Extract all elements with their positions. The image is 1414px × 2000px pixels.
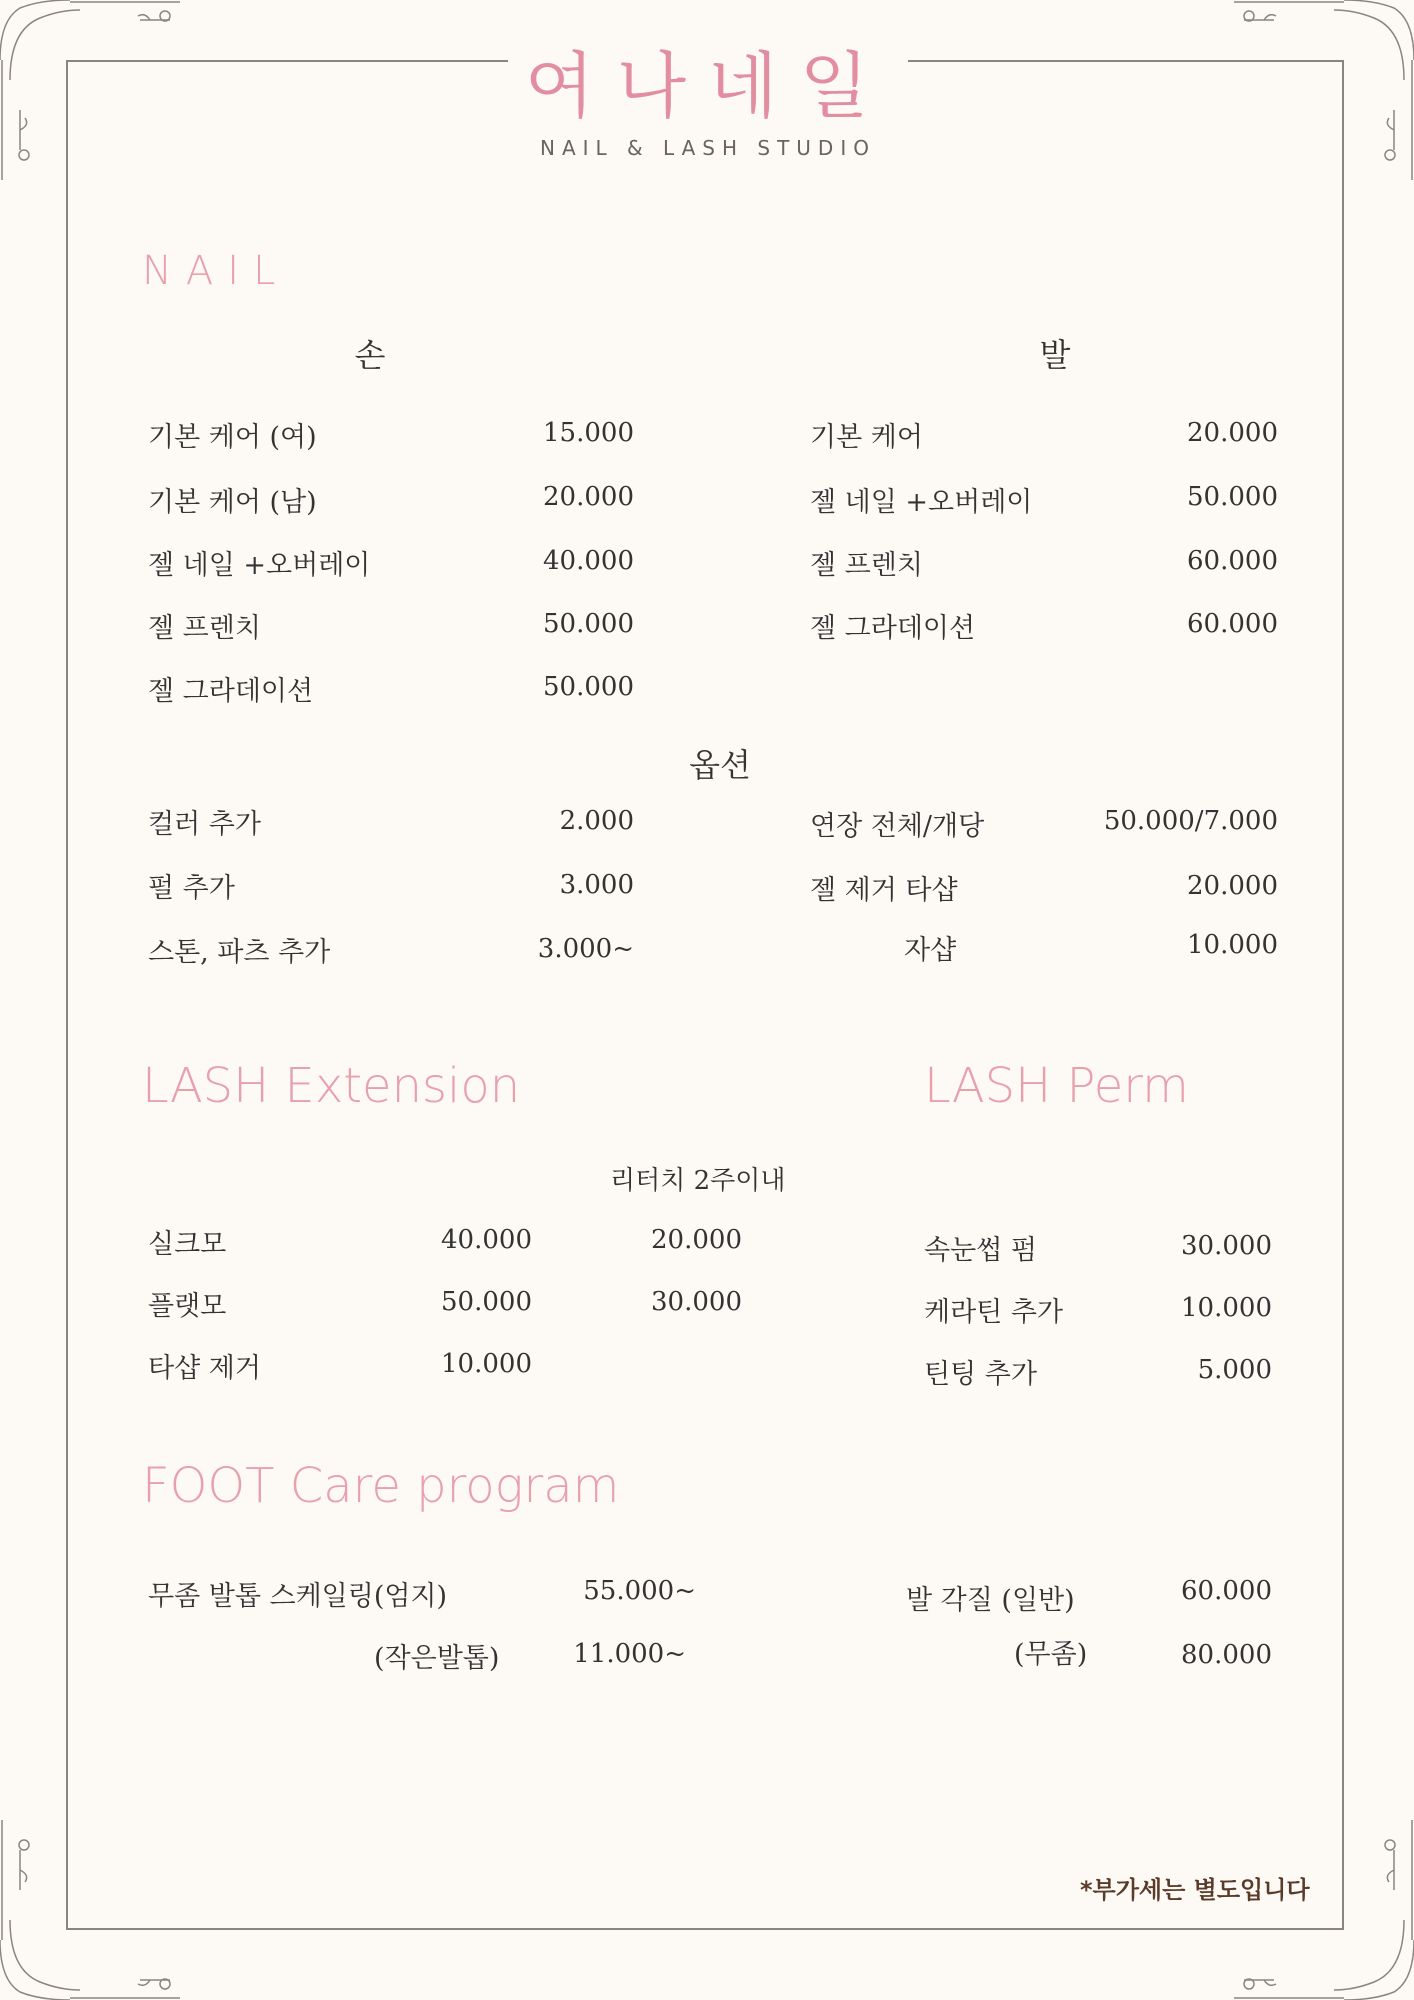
hand-item-name: 젤 프렌치	[148, 613, 261, 644]
hand-item-name: 기본 케어 (남)	[148, 487, 317, 518]
foot-item-name: 젤 그라데이션	[810, 613, 976, 644]
perm-item-price: 10.000	[1181, 1293, 1272, 1323]
hand-item-name: 젤 그라데이션	[148, 676, 314, 707]
hand-heading: 손	[354, 336, 386, 374]
foot-care-item-price: 80.000	[1181, 1640, 1272, 1670]
foot-care-item-price: 55.000~	[583, 1576, 696, 1606]
foot-item-name: 기본 케어	[810, 422, 923, 453]
option-item-name: 펄 추가	[148, 873, 235, 904]
foot-care-item-name: 발 각질 (일반)	[906, 1585, 1075, 1616]
foot-care-item-name: (무좀)	[1014, 1639, 1088, 1670]
foot-heading: 발	[1039, 336, 1071, 374]
hand-item-name: 젤 네일 +오버레이	[148, 550, 371, 581]
option-item-name: 자샵	[904, 935, 957, 966]
foot-care-item-price: 11.000~	[573, 1639, 686, 1669]
hand-item-price: 20.000	[543, 482, 634, 512]
option-item-name: 스톤, 파츠 추가	[148, 937, 331, 968]
lash-item-name: 타샵 제거	[148, 1353, 261, 1384]
lash-perm-heading: LASH Perm	[924, 1058, 1189, 1114]
lash-item-name: 플랫모	[148, 1291, 227, 1322]
option-item-price: 20.000	[1187, 871, 1278, 901]
foot-care-item-name: (작은발톱)	[374, 1643, 500, 1674]
lash-item-price: 50.000	[441, 1287, 532, 1317]
option-item-price: 50.000/7.000	[1103, 806, 1278, 836]
corner-ornament-bottom-right	[1224, 1810, 1414, 2000]
nail-heading: NAIL	[142, 248, 290, 294]
option-item-name: 연장 전체/개당	[810, 811, 985, 842]
lash-item-price: 40.000	[441, 1225, 532, 1255]
foot-item-name: 젤 네일 +오버레이	[810, 487, 1033, 518]
perm-item-name: 속눈썹 펌	[924, 1235, 1037, 1266]
vat-note: *부가세는 별도입니다	[1080, 1876, 1310, 1904]
lash-item-name: 실크모	[148, 1229, 227, 1260]
option-item-price: 10.000	[1187, 930, 1278, 960]
hand-item-price: 40.000	[543, 546, 634, 576]
foot-item-price: 60.000	[1187, 609, 1278, 639]
option-item-price: 3.000~	[537, 934, 634, 964]
corner-ornament-bottom-left	[0, 1810, 190, 2000]
corner-ornament-top-right	[1224, 0, 1414, 190]
perm-item-price: 5.000	[1197, 1355, 1272, 1385]
foot-care-heading: FOOT Care program	[142, 1458, 620, 1514]
foot-item-name: 젤 프렌치	[810, 550, 923, 581]
hand-item-name: 기본 케어 (여)	[148, 422, 317, 453]
foot-care-item-price: 60.000	[1181, 1576, 1272, 1606]
option-item-name: 컬러 추가	[148, 809, 261, 840]
perm-item-price: 30.000	[1181, 1231, 1272, 1261]
lash-item-retouch: 30.000	[651, 1287, 742, 1317]
foot-item-price: 20.000	[1187, 418, 1278, 448]
perm-item-name: 케라틴 추가	[924, 1297, 1063, 1328]
foot-care-item-name: 무좀 발톱 스케일링(엄지)	[148, 1581, 448, 1612]
retouch-label: 리터치 2주이내	[610, 1166, 786, 1196]
foot-item-price: 50.000	[1187, 482, 1278, 512]
option-item-price: 3.000	[559, 870, 634, 900]
foot-item-price: 60.000	[1187, 546, 1278, 576]
hand-item-price: 15.000	[543, 418, 634, 448]
option-item-name: 젤 제거 타샵	[810, 875, 958, 906]
brand-name: 여나네일	[524, 44, 892, 128]
lash-extension-heading: LASH Extension	[142, 1058, 521, 1114]
brand-subtitle: NAIL & LASH STUDIO	[540, 136, 876, 160]
lash-item-retouch: 20.000	[651, 1225, 742, 1255]
corner-ornament-top-left	[0, 0, 190, 190]
hand-item-price: 50.000	[543, 609, 634, 639]
option-heading: 옵션	[689, 746, 751, 784]
option-item-price: 2.000	[559, 806, 634, 836]
lash-item-price: 10.000	[441, 1349, 532, 1379]
hand-item-price: 50.000	[543, 672, 634, 702]
perm-item-name: 틴팅 추가	[924, 1359, 1037, 1390]
